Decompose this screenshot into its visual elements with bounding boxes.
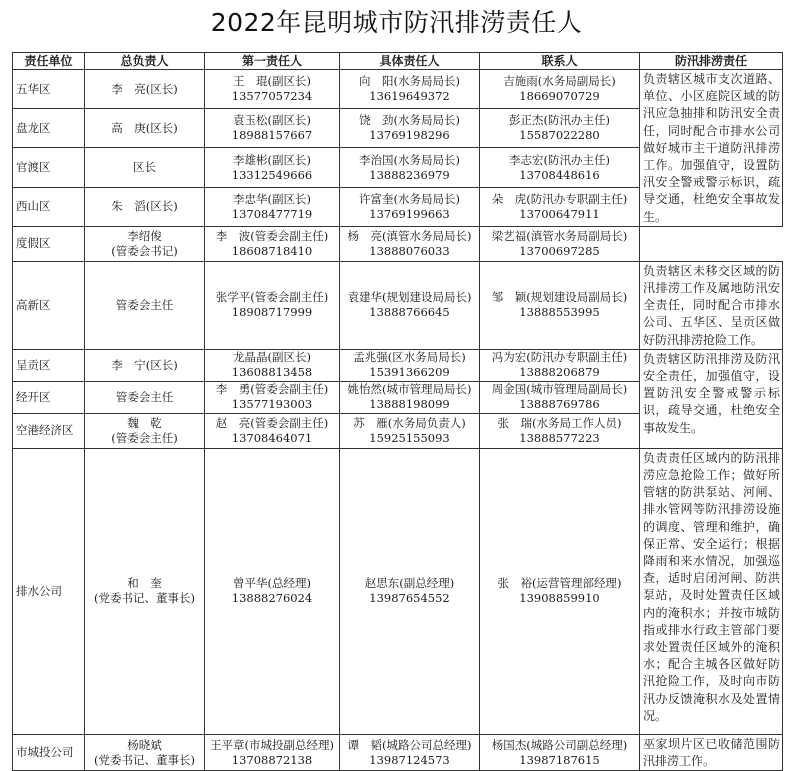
first-name: 龙晶晶(副区长) (233, 350, 311, 365)
specific-cell (340, 109, 480, 148)
header-duty: 防汛排涝责任 (640, 53, 783, 70)
first-cell (205, 448, 340, 734)
contact-phone: 13700697285 (519, 243, 600, 258)
table-row (13, 226, 783, 261)
contact-cell (480, 109, 640, 148)
chief-line: (管委会书记) (111, 243, 178, 258)
unit-cell: 经开区 (13, 381, 85, 413)
first-phone: 13608813458 (231, 365, 313, 380)
unit-cell: 盘龙区 (13, 109, 85, 148)
contact-name: 朵 虎(防汛办专职副主任) (491, 191, 628, 206)
first-name: 王平章(市城投副总经理) (210, 737, 334, 752)
contact-phone: 13987187615 (519, 752, 600, 767)
contact-phone: 13888206879 (519, 365, 600, 380)
first-phone: 18908717999 (231, 305, 313, 320)
contact-cell (480, 70, 640, 109)
contact-name: 梁艺福(滇管水务局副局长) (491, 228, 628, 243)
duty-cell: 负责辖区城市支次道路、单位、小区庭院区域的防汛应急抽排和防汛安全责任，同时配合市排水公司做好城市主干道防汛排涝工作。加强值守，设置防汛安全警戒警示标识，疏导交通，杜绝安全事故发生。 (640, 70, 783, 227)
specific-name: 姚怡然(城市管理局局长) (347, 382, 472, 397)
chief-line: 管委会主任 (115, 389, 174, 404)
first-name: 袁玉松(副区长) (233, 113, 311, 128)
specific-cell (340, 349, 480, 381)
specific-phone: 13619649372 (369, 89, 450, 104)
specific-name: 杨 亮(滇管水务局局长) (347, 228, 472, 243)
first-phone: 13888276024 (231, 591, 313, 606)
duty-cell: 负责辖区未移交区域的防汛排涝工作及属地防汛安全责任，同时配合市排水公司、五华区、呈贡区做好防汛排涝抢险工作。 (640, 261, 783, 349)
specific-cell (340, 448, 480, 734)
contact-name: 张 裕(运营管理部经理) (497, 576, 622, 591)
header-first: 第一责任人 (205, 53, 340, 70)
first-name: 赵 亮(管委会副主任) (215, 415, 329, 430)
chief-line: 管委会主任 (115, 297, 174, 312)
first-cell (205, 226, 340, 261)
specific-phone: 13987654552 (369, 591, 450, 606)
chief-line: 李 宁(区长) (111, 357, 178, 372)
first-cell (205, 187, 340, 226)
contact-name: 周金国(城市管理局副局长) (491, 382, 628, 397)
specific-name: 孟兆强(区水务局局长) (353, 350, 466, 365)
chief-line: 李 亮(区长) (111, 81, 178, 96)
contact-cell (480, 413, 640, 448)
contact-name: 邹 颖(规划建设局副局长) (491, 290, 628, 305)
specific-phone: 13769199663 (369, 206, 450, 221)
contact-phone: 13908859910 (519, 591, 600, 606)
specific-phone: 13888076033 (369, 243, 450, 258)
contact-cell (480, 148, 640, 187)
first-cell (205, 148, 340, 187)
first-cell (205, 109, 340, 148)
specific-name: 向 阳(水务局局长) (359, 74, 460, 89)
chief-cell (85, 109, 205, 148)
specific-phone: 13888766645 (369, 305, 450, 320)
unit-cell: 呈贡区 (13, 349, 85, 381)
chief-line: (党委书记、董事长) (94, 591, 195, 606)
contact-cell (480, 448, 640, 734)
contact-name: 吉施雨(水务局副局长) (503, 74, 616, 89)
specific-name: 赵思东(副总经理) (364, 576, 455, 591)
specific-phone: 13987124573 (369, 752, 450, 767)
unit-cell: 西山区 (13, 187, 85, 226)
specific-cell (340, 187, 480, 226)
contact-phone: 13888577223 (519, 430, 600, 445)
first-name: 李雄彬(副区长) (233, 152, 311, 167)
specific-phone: 13888198099 (369, 397, 450, 412)
specific-name: 许富奎(水务局局长) (359, 191, 460, 206)
first-name: 张学平(管委会副主任) (215, 290, 329, 305)
chief-cell (85, 381, 205, 413)
first-cell (205, 413, 340, 448)
contact-name: 杨国杰(城路公司副总经理) (491, 737, 628, 752)
first-cell (205, 349, 340, 381)
specific-cell (340, 226, 480, 261)
unit-cell: 高新区 (13, 261, 85, 349)
contact-name: 冯为宏(防汛办专职副主任) (491, 350, 628, 365)
specific-cell (340, 261, 480, 349)
chief-cell (85, 226, 205, 261)
chief-cell (85, 70, 205, 109)
first-cell (205, 70, 340, 109)
chief-line: 高 庚(区长) (111, 120, 178, 135)
specific-name: 饶 劲(水务局局长) (359, 113, 460, 128)
specific-phone: 13888236979 (369, 167, 450, 182)
duty-cell: 负责辖区防汛排涝及防汛安全责任，加强值守，设置防汛安全警戒警示标识，疏导交通，杜绝安全事故发生。 (640, 349, 783, 448)
contact-cell (480, 187, 640, 226)
contact-cell (480, 226, 640, 261)
first-phone: 13577193003 (231, 397, 313, 412)
duty-cell: 巫家坝片区已收储范围防汛排涝工作。 (640, 734, 783, 770)
chief-cell (85, 187, 205, 226)
header-chief: 总负责人 (85, 53, 205, 70)
chief-cell (85, 448, 205, 734)
specific-cell (340, 148, 480, 187)
specific-phone: 15925155093 (369, 430, 450, 445)
contact-phone: 18669070729 (519, 89, 600, 104)
chief-cell (85, 413, 205, 448)
first-name: 李 波(管委会副主任) (215, 228, 329, 243)
first-phone: 13708477719 (231, 206, 313, 221)
chief-line: (党委书记、董事长) (94, 752, 195, 767)
unit-cell: 市城投公司 (13, 734, 85, 770)
first-phone: 13708464071 (231, 430, 313, 445)
chief-line: 杨晓斌 (127, 737, 162, 752)
specific-cell (340, 413, 480, 448)
chief-line: 朱 滔(区长) (111, 199, 178, 214)
contact-name: 张 瑞(水务局工作人员) (497, 415, 622, 430)
unit-cell: 空港经济区 (13, 413, 85, 448)
header-specific: 具体责任人 (340, 53, 480, 70)
contact-phone: 13708448616 (519, 167, 600, 182)
specific-cell (340, 381, 480, 413)
chief-line: 区长 (133, 160, 156, 174)
chief-line: 魏 乾 (127, 415, 162, 430)
chief-line: 和 奎 (127, 576, 162, 591)
header-unit: 责任单位 (13, 53, 85, 70)
duty-cell: 负责责任区域内的防汛排涝应急抢险工作；做好所管辖的防洪泵站、河闸、排水管网等防汛排涝设施的调度、管理和维护，确保正常、安全运行；根据降雨和来水情况，加强巡查，适时启闭河闸、防洪泵站，及时处置责任区域内的淹积水；并按市城防指或排水行政主管部门要求处置责任区域外的淹积水；配合主城各区做好防汛抢险工作，及时向市防汛办反馈淹积水及处置情况。 (640, 448, 783, 734)
contact-name: 李志宏(防汛办主任) (509, 152, 610, 167)
chief-line: (管委会主任) (111, 430, 178, 445)
specific-phone: 15391366209 (369, 365, 450, 380)
first-name: 王 琨(副区长) (233, 74, 311, 89)
unit-cell: 度假区 (13, 226, 85, 261)
first-cell (205, 261, 340, 349)
first-name: 曾平华(总经理) (233, 576, 311, 591)
contact-phone: 13888553995 (519, 305, 600, 320)
contact-cell (480, 381, 640, 413)
header-contact: 联系人 (480, 53, 640, 70)
specific-name: 谭 韬(城路公司总经理) (347, 737, 472, 752)
first-phone: 18988157667 (231, 128, 313, 143)
contact-phone: 15587022280 (519, 128, 600, 143)
table-row (13, 261, 783, 349)
page-title: 2022年昆明城市防汛排涝责任人 (210, 8, 583, 37)
contact-name: 彭正杰(防汛办主任) (509, 113, 610, 128)
table-row (13, 70, 783, 109)
chief-line: 李绍俊 (127, 228, 162, 243)
specific-name: 苏 雁(水务局负责人) (353, 415, 466, 430)
first-phone: 13577057234 (231, 89, 313, 104)
first-phone: 13312549666 (231, 167, 313, 182)
specific-phone: 13769198296 (369, 128, 450, 143)
first-phone: 13708872138 (231, 752, 313, 767)
responsibility-table (12, 52, 783, 771)
unit-cell: 官渡区 (13, 148, 85, 187)
contact-phone: 13888769786 (519, 397, 600, 412)
contact-cell (480, 261, 640, 349)
specific-name: 李治国(水务局局长) (359, 152, 460, 167)
first-cell (205, 381, 340, 413)
contact-cell (480, 349, 640, 381)
specific-cell (340, 70, 480, 109)
chief-cell (85, 261, 205, 349)
chief-cell (85, 349, 205, 381)
chief-cell (85, 148, 205, 187)
contact-phone: 13700647911 (519, 206, 600, 221)
unit-cell: 五华区 (13, 70, 85, 109)
specific-name: 袁建华(规划建设局局长) (347, 290, 472, 305)
table-row (13, 349, 783, 381)
unit-cell: 排水公司 (13, 448, 85, 734)
table-row (13, 448, 783, 734)
first-name: 李 勇(管委会副主任) (215, 382, 329, 397)
first-name: 李忠华(副区长) (233, 191, 311, 206)
first-phone: 18608718410 (231, 243, 313, 258)
table-header-row (13, 53, 783, 70)
